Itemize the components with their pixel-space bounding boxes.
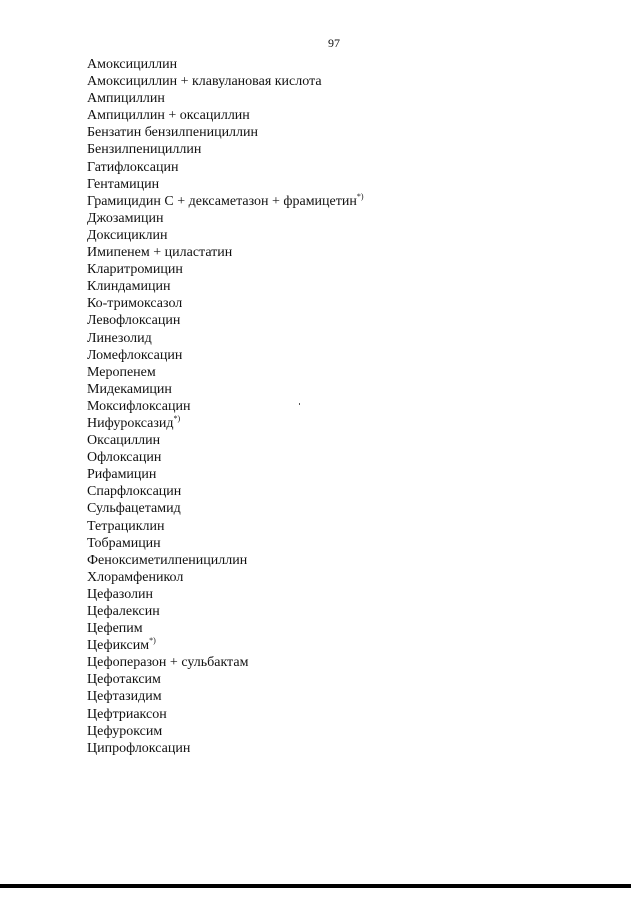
drug-name: Мидекамицин bbox=[87, 381, 172, 397]
footnote-marker: *) bbox=[173, 413, 181, 423]
drug-list-item bbox=[87, 261, 364, 278]
drug-list-item bbox=[87, 295, 364, 312]
drug-name: Доксициклин bbox=[87, 227, 168, 243]
drug-list-item bbox=[87, 278, 364, 295]
drug-list-item bbox=[87, 500, 364, 517]
drug-name: Рифамицин bbox=[87, 467, 157, 483]
drug-name: Линезолид bbox=[87, 330, 152, 346]
drug-name: Бензилпенициллин bbox=[87, 142, 202, 158]
drug-list-item bbox=[87, 552, 364, 569]
drug-name: Цефтриаксон bbox=[87, 706, 167, 722]
drug-name: Цефепим bbox=[87, 621, 143, 637]
drug-list-item bbox=[87, 398, 364, 415]
drug-list-item bbox=[87, 483, 364, 500]
drug-name: Ломефлоксацин bbox=[87, 347, 183, 363]
drug-list-item bbox=[87, 159, 364, 176]
drug-name: Амоксициллин + клавулановая кислота bbox=[87, 74, 322, 90]
footnote-marker: *) bbox=[149, 636, 156, 646]
drug-name: Хлорамфеникол bbox=[87, 569, 184, 585]
drug-list-item bbox=[87, 56, 364, 73]
drug-name: Цефоперазон + сульбактам bbox=[87, 655, 249, 671]
drug-name: Джозамицин bbox=[87, 210, 164, 226]
drug-name: Имипенем + циластатин bbox=[87, 245, 233, 261]
drug-name: Левофлоксацин bbox=[87, 313, 181, 329]
drug-name: Гентамицин bbox=[87, 176, 160, 192]
drug-name: Амоксициллин bbox=[87, 57, 178, 72]
drug-name: Гатифлоксацин bbox=[87, 159, 179, 175]
drug-name: Ко-тримоксазол bbox=[87, 296, 183, 312]
drug-list-item bbox=[87, 415, 364, 432]
drug-list-item bbox=[87, 432, 364, 449]
drug-list-item bbox=[87, 210, 364, 227]
drug-name: Цефалексин bbox=[87, 604, 160, 619]
drug-list-item bbox=[87, 535, 364, 552]
drug-list-item bbox=[87, 671, 364, 688]
drug-name: Меропенем bbox=[87, 364, 156, 380]
drug-list-item bbox=[87, 518, 364, 535]
drug-list-item bbox=[87, 193, 364, 210]
drug-list-item bbox=[87, 466, 364, 483]
drug-name: Бензатин бензилпенициллин bbox=[87, 125, 259, 141]
drug-name: Моксифлоксацин bbox=[87, 398, 191, 414]
drug-name: Тобрамицин bbox=[87, 535, 161, 551]
drug-name: Оксациллин bbox=[87, 433, 161, 449]
drug-name: Цефтазидим bbox=[87, 689, 162, 705]
footnote-marker: *) bbox=[356, 191, 364, 201]
drug-name: Цефотаксим bbox=[87, 672, 161, 688]
drug-list-item bbox=[87, 364, 364, 381]
drug-list-item bbox=[87, 637, 364, 654]
drug-list-item bbox=[87, 227, 364, 244]
drug-name: Тетрациклин bbox=[87, 518, 165, 534]
drug-name: Цефиксим bbox=[87, 638, 150, 654]
drug-list bbox=[87, 56, 364, 757]
drug-list-item bbox=[87, 569, 364, 586]
scan-speck bbox=[299, 403, 300, 405]
drug-name: Спарфлоксацин bbox=[87, 484, 182, 500]
drug-name: Ампициллин + оксациллин bbox=[87, 108, 250, 124]
drug-list-item bbox=[87, 586, 364, 603]
drug-name: Грамицидин С + дексаметазон + фрамицетин bbox=[87, 193, 357, 209]
drug-name: Ципрофлоксацин bbox=[87, 740, 191, 756]
drug-list-item bbox=[87, 381, 364, 398]
drug-list-item bbox=[87, 603, 364, 620]
drug-list-item bbox=[87, 723, 364, 740]
drug-name: Офлоксацин bbox=[87, 450, 162, 466]
drug-list-item bbox=[87, 124, 364, 141]
drug-list-item bbox=[87, 90, 364, 107]
drug-list-item bbox=[87, 244, 364, 261]
drug-list-item bbox=[87, 107, 364, 124]
drug-list-item bbox=[87, 330, 364, 347]
page-number: 97 bbox=[328, 36, 340, 50]
drug-name: Сульфацетамид bbox=[87, 501, 181, 517]
drug-name: Цефазолин bbox=[87, 586, 154, 602]
drug-list-item bbox=[87, 740, 364, 757]
drug-list-item bbox=[87, 347, 364, 364]
drug-list-item bbox=[87, 312, 364, 329]
drug-name: Цефуроксим bbox=[87, 723, 163, 739]
drug-list-item bbox=[87, 654, 364, 671]
drug-name: Феноксиметилпенициллин bbox=[87, 552, 248, 568]
drug-name: Ампициллин bbox=[87, 91, 165, 107]
drug-list-item bbox=[87, 449, 364, 466]
drug-name: Клиндамицин bbox=[87, 279, 171, 295]
drug-list-item bbox=[87, 73, 364, 90]
drug-list-item bbox=[87, 620, 364, 637]
drug-list-item bbox=[87, 688, 364, 705]
drug-name: Кларитромицин bbox=[87, 262, 183, 278]
drug-list-item bbox=[87, 141, 364, 158]
drug-list-item bbox=[87, 706, 364, 723]
bottom-rule bbox=[0, 884, 631, 888]
drug-list-item bbox=[87, 176, 364, 193]
drug-name: Нифуроксазид bbox=[87, 415, 174, 431]
